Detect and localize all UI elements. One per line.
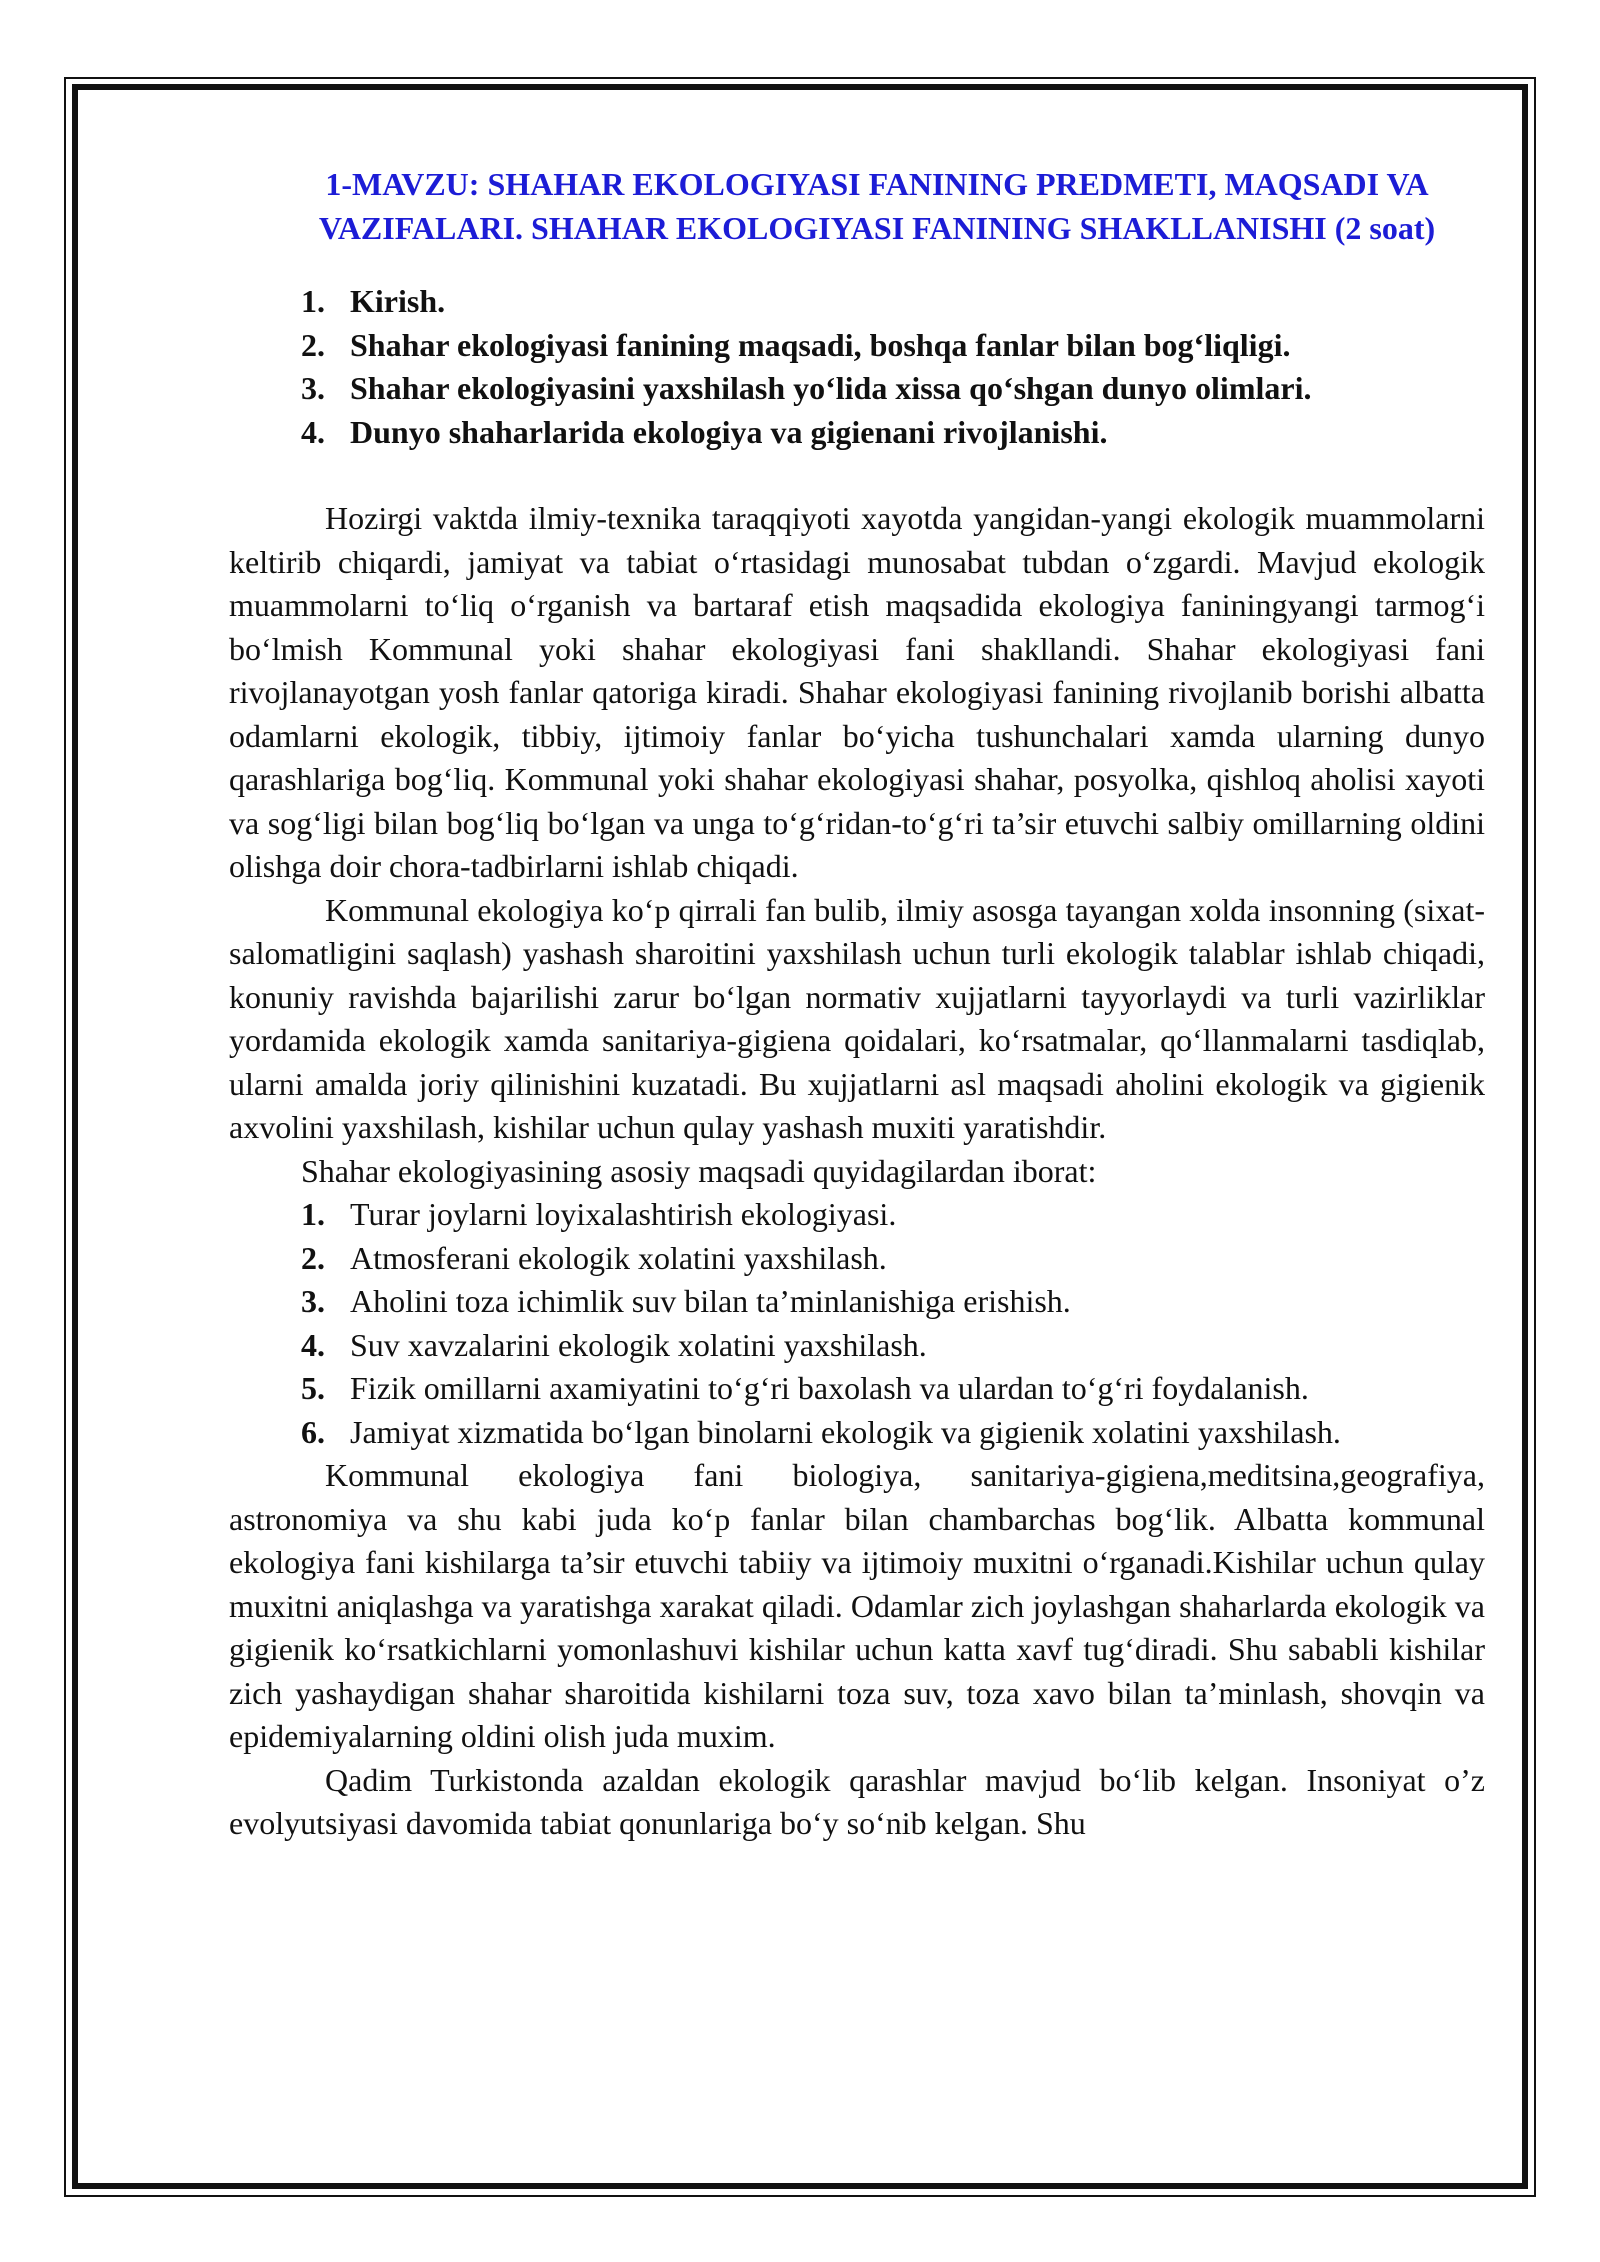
goal-item: 6. Jamiyat xizmatida bo‘lgan binolarni ekologik va gigienik xolatini yaxshilash. (301, 1413, 1341, 1450)
goals-list (229, 1193, 1485, 1454)
document-title: 1-MAVZU: SHAHAR EKOLOGIYASI FANINING PREDMETI, MAQSADI VA VAZIFALARI. SHAHAR EKOLOGIYASI FANINING SHAKLLANISHI (2 soat) (318, 166, 1436, 246)
document-body (229, 162, 1485, 1846)
outline-item: 1. Kirish. (301, 283, 446, 319)
paragraph-goals-lead: Shahar ekologiyasining asosiy maqsadi quyidagilardan iborat: (301, 1152, 1097, 1189)
paragraph-communal-ecology: Kommunal ekologiya ko‘p qirrali fan bulib, ilmiy asosga tayangan xolda insonning (sixat-salomatligini saqlash) yashash sharoitini yaxshilash uchun turli ekologik talablar ishlab chiqadi, konuniy ravishda bajarilishi zarur bo‘lgan normativ xujjatlarni tayyorlaydi va turli vazirliklar yordamida ekologik xamda sanitariya-gigiena qoidalari, ko‘rsatmalar, qo‘llanmalarni tasdiqlab, ularni amalda joriy qilinishini kuzatadi. Bu xujjatlarni asl maqsadi aholini ekologik va gigienik axvolini yaxshilash, kishilar uchun qulay yashash muxiti yaratishdir. (229, 891, 1485, 1145)
goal-item: 3. Aholini toza ichimlik suv bilan ta’minlanishiga erishish. (301, 1283, 1071, 1319)
goal-item: 4. Suv xavzalarini ekologik xolatini yaxshilash. (301, 1326, 927, 1363)
paragraph-related-sciences: Kommunal ekologiya fani biologiya, sanitariya-gigiena,meditsina,geografiya, astronomiya va shu kabi juda ko‘p fanlar bilan chambarchas bog‘lik. Albatta kommunal ekologiya fani kishilarga ta’sir etuvchi tabiiy va ijtimoiy muxitni o‘rganadi.Kishilar uchun qulay muxitni aniqlashga va yaratishga xarakat qiladi. Odamlar zich joylashgan shaharlarda ekologik va gigienik ko‘rsatkichlarni yomonlashuvi kishilar uchun katta xavf tug‘diradi. Shu sababli kishilar zich yashaydigan shahar sharoitida kishilarni toza suv, toza xavo bilan ta’minlash, shovqin va epidemiyalarning oldini olish juda muxim. (229, 1457, 1485, 1754)
outline-item: 3. Shahar ekologiyasini yaxshilash yo‘lida xissa qo‘shgan dunyo olimlari. (301, 370, 1312, 406)
paragraph-turkistan: Qadim Turkistonda azaldan ekologik qarashlar mavjud bo‘lib kelgan. Insoniyat o’z evolyutsiyasi davomida tabiat qonunlariga bo‘y so‘nib kelgan. Shu (229, 1761, 1485, 1841)
topic-outline (229, 280, 1485, 454)
paragraph-intro: Hozirgi vaktda ilmiy-texnika taraqqiyoti xayotda yangidan-yangi ekologik muammolarni keltirib chiqardi, jamiyat va tabiat o‘rtasidagi munosabat tubdan o‘zgardi. Mavjud ekologik muammolarni to‘liq o‘rganish va bartaraf etish maqsadida ekologiya faniningyangi tarmog‘i bo‘lmish Kommunal yoki shahar ekologiyasi fani shakllandi. Shahar ekologiyasi fani rivojlanayotgan yosh fanlar qatoriga kiradi. Shahar ekologiyasi fanining rivojlanib borishi albatta odamlarni ekologik, tibbiy, ijtimoiy fanlar bo‘yicha tushunchalari xamda ularning dunyo qarashlariga bog‘liq. Kommunal yoki shahar ekologiyasi shahar, posyolka, qishloq aholisi xayoti va sog‘ligi bilan bog‘liq bo‘lgan va unga to‘g‘ridan-to‘g‘ri ta’sir etuvchi salbiy omillarning oldini olishga doir chora-tadbirlarni ishlab chiqadi. (229, 500, 1485, 884)
outline-item: 2. Shahar ekologiyasi fanining maqsadi, boshqa fanlar bilan bog‘liqligi. (301, 326, 1291, 363)
outline-item: 4. Dunyo shaharlarida ekologiya va gigienani rivojlanishi. (301, 413, 1108, 450)
goal-item: 5. Fizik omillarni axamiyatini to‘g‘ri baxolash va ulardan to‘g‘ri foydalanish. (301, 1370, 1309, 1406)
goal-item: 1. Turar joylarni loyixalashtirish ekologiyasi. (301, 1196, 897, 1232)
goal-item: 2. Atmosferani ekologik xolatini yaxshilash. (301, 1239, 887, 1276)
